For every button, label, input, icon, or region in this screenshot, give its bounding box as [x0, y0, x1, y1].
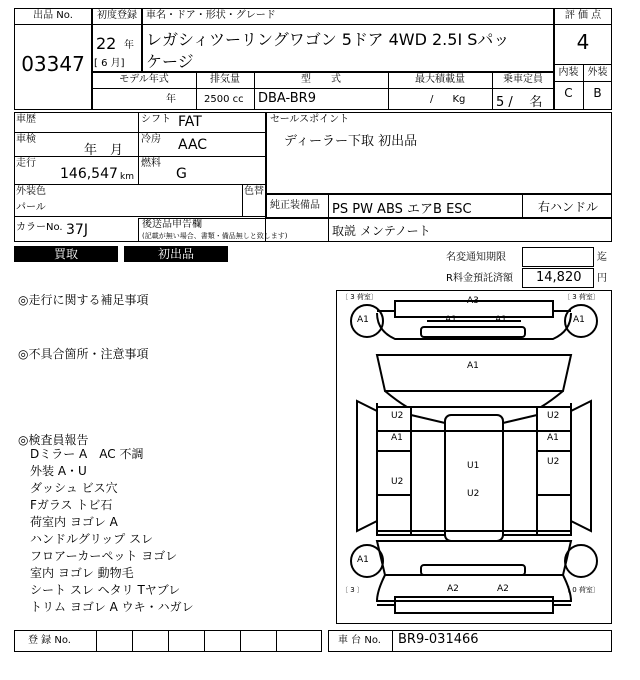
aftermarket-label: 後送品申告欄: [142, 219, 202, 230]
color-no-label: カラーNo.: [16, 222, 63, 233]
name-label: 車名・ドア・形状・グレード: [146, 10, 276, 21]
first-reg-divider: [92, 24, 142, 25]
corner-bl: 〔 3 〕: [341, 586, 364, 594]
damage-mark: U2: [391, 411, 404, 421]
inspector-line: Dミラー A AC 不調: [30, 447, 144, 461]
history-label: 車歴: [16, 114, 36, 125]
inspector-line: 室内 ヨゴレ 動物毛: [30, 566, 134, 580]
damage-mark: A3: [467, 296, 479, 306]
inspector-report-list: [30, 446, 320, 616]
equipment-label: 純正装備品: [270, 200, 320, 211]
damage-mark: U2: [391, 477, 404, 487]
damage-mark: U2: [547, 411, 560, 421]
aftermarket-v: [328, 218, 329, 242]
equipment-value: PS PW ABS エアB ESC: [332, 202, 472, 217]
reg-v4: [204, 630, 205, 652]
details-h3: [14, 184, 266, 185]
type-value: DBA-BR9: [258, 91, 316, 106]
inspection-value: 年 月: [84, 143, 124, 158]
inspector-line: ハンドルグリップ スレ: [30, 532, 154, 546]
lot-divider: [14, 24, 92, 25]
details-v2: [242, 184, 243, 216]
damage-mark: A1: [391, 433, 403, 443]
reg-v2: [132, 630, 133, 652]
reg-v1: [96, 630, 97, 652]
corner-br: 〔 0 荷室〕: [563, 586, 600, 594]
inspector-line: トリム ヨゴレ A ウキ・ハガレ: [30, 600, 194, 614]
damage-mark: A1: [357, 315, 369, 325]
reg-v3: [168, 630, 169, 652]
sales-point-label: セールスポイント: [270, 114, 350, 125]
lot-number: 03347: [21, 52, 85, 76]
type-label: 型 式: [301, 74, 341, 85]
first-reg-label: 初度登録: [97, 10, 137, 21]
buy-badge: 買取: [14, 246, 118, 262]
transfer-deadline-unit: 迄: [597, 252, 607, 263]
damage-mark: U2: [547, 457, 560, 467]
shift-value: FAT: [178, 114, 202, 130]
chassis-no-value: BR9-031466: [398, 632, 479, 647]
reg-v5: [240, 630, 241, 652]
vehicle-name-line1: レガシィツーリングワゴン 5ドア 4WD 2.5I Sパッ: [146, 30, 510, 49]
name-divider: [142, 24, 554, 25]
reg-no-label: 登 録 No.: [28, 635, 71, 646]
recycle-fee-value: 14,820: [536, 270, 582, 285]
model-year-label: モデル年式: [119, 74, 169, 85]
capacity-value: 5 / 名: [496, 95, 543, 110]
inspection-label: 車検: [16, 134, 36, 145]
score-value: 4: [576, 30, 590, 54]
transfer-deadline-label: 名変通知期限: [446, 252, 506, 263]
equipment-v2: [522, 194, 523, 218]
shift-label: シフト: [141, 114, 171, 125]
ac-value: AAC: [178, 137, 208, 153]
fuel-value: G: [176, 166, 187, 182]
roof-shape: [445, 415, 503, 541]
damage-mark: A1: [357, 555, 369, 565]
defects-notes-label: ◎不具合箇所・注意事項: [18, 347, 149, 361]
windshield-shape: [377, 541, 571, 575]
interior-label: 内装: [558, 67, 579, 78]
model-year-unit: 年: [166, 94, 176, 105]
inspector-line: 外装 A・U: [30, 464, 87, 478]
max-load-label: 最大積載量: [415, 74, 465, 85]
capacity-label: 乗車定員: [503, 74, 543, 85]
color-no-value: 37J: [66, 222, 88, 238]
interior-grade: C: [564, 86, 573, 100]
inspector-line: フロアーカーペット ヨゴレ: [30, 549, 178, 563]
chassis-no-label: 車 台 No.: [338, 635, 381, 646]
first-reg-year: 22: [96, 34, 117, 53]
damage-mark: A1: [573, 315, 585, 325]
first-listing-badge: 初出品: [124, 246, 228, 262]
inspector-line: シート スレ ヘタリ Tヤブレ: [30, 583, 181, 597]
displacement-value: 2500 cc: [204, 94, 244, 105]
mileage-unit: km: [120, 172, 134, 182]
recycle-fee-label: R料金預託済額: [446, 273, 513, 284]
recycle-fee-unit: 円: [597, 273, 607, 284]
manual-value: 取説 メンテノート: [332, 224, 431, 238]
spec-divider: [92, 88, 554, 89]
fuel-label: 燃料: [141, 158, 161, 169]
tail-light-bar: [421, 327, 525, 337]
inspector-line: 荷室内 ヨゴレ A: [30, 515, 118, 529]
grade-divider2: [554, 81, 612, 82]
first-reg-year-unit: 年: [124, 40, 134, 51]
transfer-deadline-field: [522, 247, 594, 267]
aftermarket-note: (記載が無い場合、書類・備品無しと致します): [142, 232, 288, 240]
inspector-line: Fガラス トビ石: [30, 498, 113, 512]
details-h1: [14, 132, 266, 133]
left-side-shape: [357, 401, 377, 531]
lot-label: 出品 No.: [33, 10, 73, 21]
car-diagram-frame: [336, 290, 612, 624]
exterior-label: 外装: [587, 67, 608, 78]
ac-label: 冷房: [141, 134, 161, 145]
mileage-label: 走行: [16, 158, 36, 169]
damage-mark: U2: [467, 489, 480, 499]
car-diagram: [337, 291, 611, 623]
damage-mark: A2: [447, 584, 459, 594]
max-load-value: / Kg: [430, 94, 466, 105]
exterior-grade: B: [593, 86, 602, 100]
damage-mark: A1: [547, 433, 559, 443]
inspector-report-label: ◎検査員報告: [18, 433, 89, 447]
front-bumper-shape: [395, 597, 553, 613]
vehicle-name-line2: ケージ: [146, 52, 194, 71]
corner-tr: 〔 3 荷室〕: [563, 293, 600, 301]
details-h2: [14, 156, 266, 157]
color-change-label: 色替: [244, 186, 264, 197]
driving-notes-label: ◎走行に関する補足事項: [18, 293, 149, 307]
details-h4: [14, 216, 266, 217]
damage-mark: U1: [467, 461, 480, 471]
color-label: 外装色: [16, 186, 46, 197]
damage-mark: A1: [467, 361, 479, 371]
mileage-value: 146,547: [60, 166, 118, 182]
details-v1: [138, 112, 139, 184]
corner-tl: 〔 3 荷室〕: [341, 293, 378, 301]
damage-mark: A2: [497, 584, 509, 594]
sales-point-value: ディーラー下取 初出品: [284, 134, 418, 149]
steering-value: 右ハンドル: [538, 200, 599, 214]
damage-mark: A1: [445, 315, 457, 325]
reg-v6: [276, 630, 277, 652]
headlight-bar: [421, 565, 525, 575]
score-divider: [554, 24, 612, 25]
score-label: 評 価 点: [564, 10, 602, 21]
color-value: パール: [16, 202, 46, 213]
displacement-label: 排気量: [210, 74, 240, 85]
damage-mark: A1: [495, 315, 507, 325]
first-reg-month: [ 6 月]: [94, 58, 125, 69]
right-side-shape: [571, 401, 591, 531]
inspector-line: ダッシュ ビス穴: [30, 481, 118, 495]
chassis-v: [392, 630, 393, 652]
